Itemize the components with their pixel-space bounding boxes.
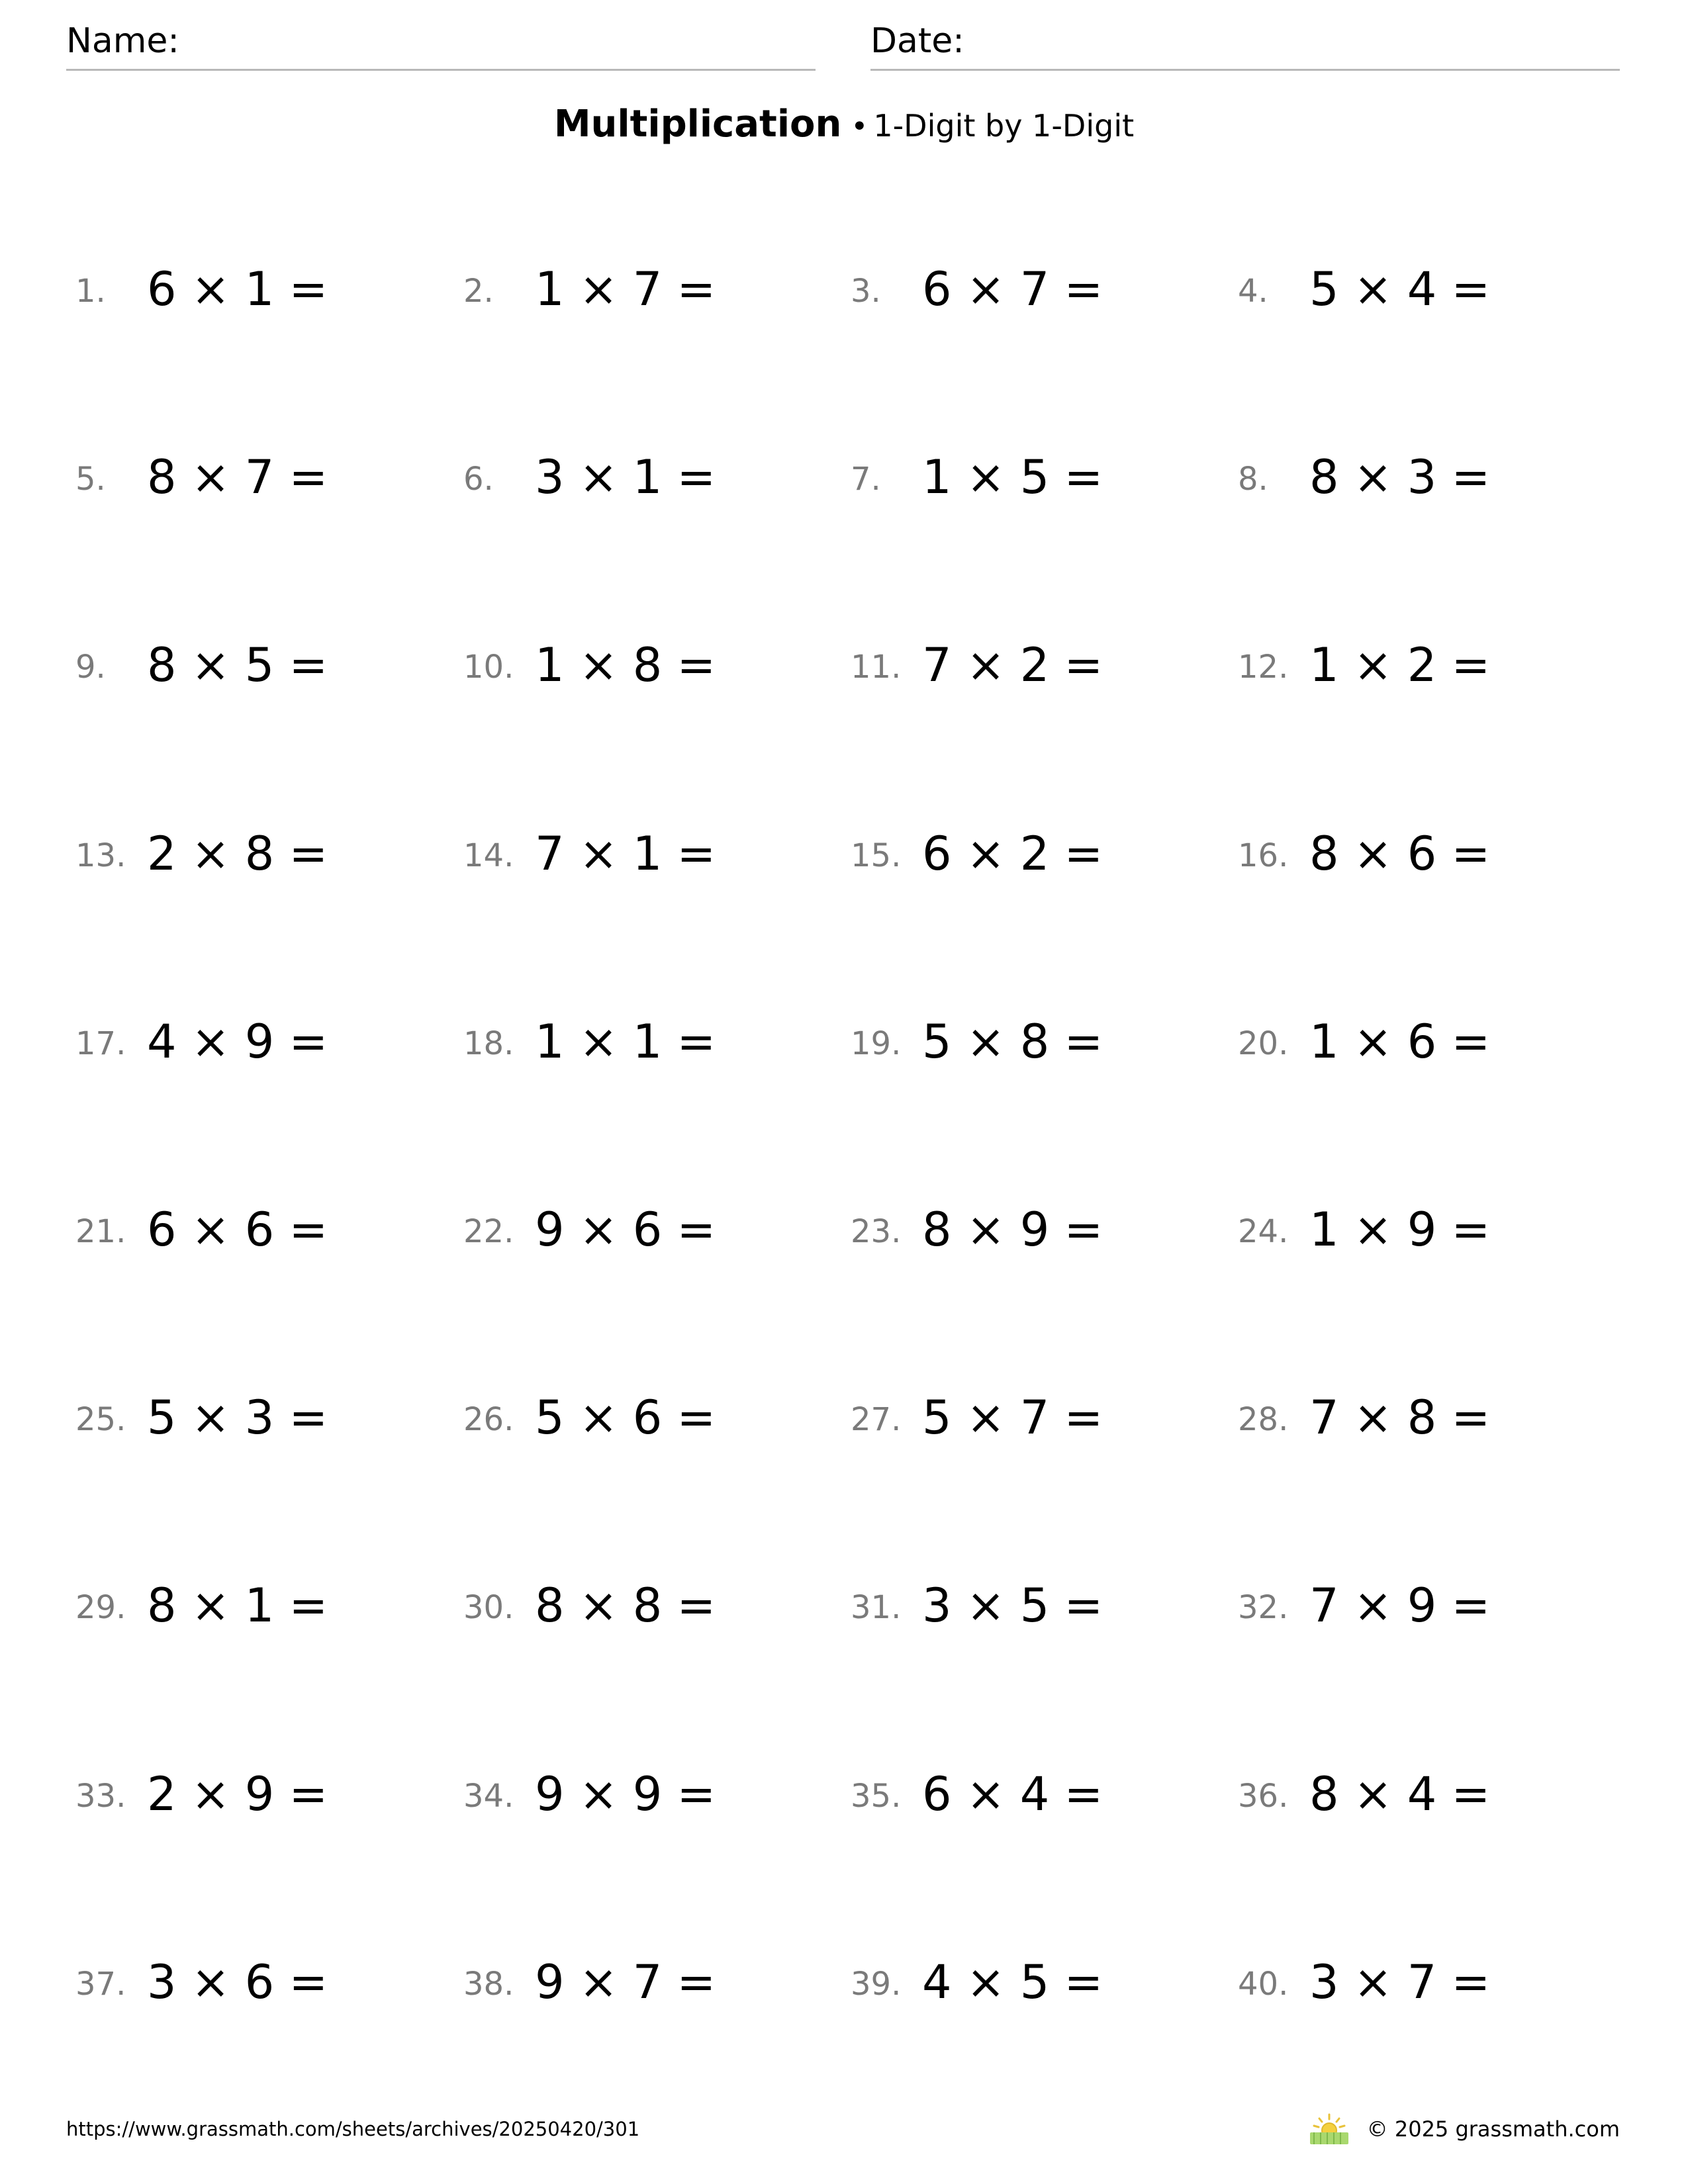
problem-expression: 1 × 1 = <box>535 1015 716 1069</box>
problem-number: 20. <box>1238 1025 1289 1062</box>
title-subtitle: 1-Digit by 1-Digit <box>873 108 1135 144</box>
problem-number: 7. <box>851 461 881 498</box>
problem-number: 23. <box>851 1213 902 1250</box>
problem-number: 6. <box>463 461 494 498</box>
problem-number: 11. <box>851 649 902 686</box>
problem-expression: 4 × 5 = <box>922 1955 1103 2009</box>
problem-expression: 5 × 6 = <box>535 1390 716 1445</box>
problem-item <box>851 1392 1221 1445</box>
problem-number: 28. <box>1238 1401 1289 1438</box>
problem-item <box>1238 828 1609 881</box>
problem-expression: 1 × 7 = <box>535 262 716 316</box>
problem-item <box>851 1016 1221 1069</box>
problem-number: 37. <box>75 1966 126 2003</box>
problem-number: 34. <box>463 1778 514 1815</box>
name-label: Name: <box>66 21 179 61</box>
problem-number: 35. <box>851 1778 902 1815</box>
problem-number: 32. <box>1238 1589 1289 1626</box>
problem-item <box>851 1768 1221 1821</box>
problem-item <box>1238 1768 1609 1821</box>
problem-expression: 3 × 7 = <box>1309 1955 1491 2009</box>
problem-item <box>1238 451 1609 504</box>
problem-expression: 1 × 9 = <box>1309 1203 1491 1257</box>
problem-number: 12. <box>1238 649 1289 686</box>
problem-item <box>75 1392 446 1445</box>
problem-expression: 9 × 9 = <box>535 1767 716 1821</box>
problem-item <box>463 1768 834 1821</box>
problem-item <box>75 828 446 881</box>
problem-expression: 8 × 5 = <box>147 638 328 692</box>
problem-number: 1. <box>75 273 106 310</box>
problem-expression: 7 × 1 = <box>535 827 716 881</box>
problem-expression: 5 × 4 = <box>1309 262 1491 316</box>
problem-number: 29. <box>75 1589 126 1626</box>
problem-item <box>1238 1956 1609 2009</box>
problem-expression: 8 × 9 = <box>922 1203 1103 1257</box>
footer-url: https://www.grassmath.com/sheets/archives/20250420/301 <box>66 2118 640 2140</box>
problem-expression: 1 × 6 = <box>1309 1015 1491 1069</box>
problem-number: 36. <box>1238 1778 1289 1815</box>
footer-brand <box>1307 2113 1620 2146</box>
problem-expression: 6 × 7 = <box>922 262 1103 316</box>
problem-item <box>463 1016 834 1069</box>
problem-expression: 1 × 8 = <box>535 638 716 692</box>
problem-item <box>75 451 446 504</box>
problem-item <box>851 1204 1221 1257</box>
problem-expression: 6 × 4 = <box>922 1767 1103 1821</box>
problem-number: 30. <box>463 1589 514 1626</box>
problem-number: 26. <box>463 1401 514 1438</box>
problem-expression: 5 × 8 = <box>922 1015 1103 1069</box>
problem-number: 27. <box>851 1401 902 1438</box>
problem-number: 24. <box>1238 1213 1289 1250</box>
problem-expression: 7 × 2 = <box>922 638 1103 692</box>
problem-item <box>1238 639 1609 692</box>
problem-number: 9. <box>75 649 106 686</box>
problem-number: 4. <box>1238 273 1268 310</box>
problem-item <box>463 451 834 504</box>
problem-expression: 9 × 6 = <box>535 1203 716 1257</box>
title-main: Multiplication <box>553 103 842 146</box>
problem-number: 39. <box>851 1966 902 2003</box>
problem-expression: 5 × 7 = <box>922 1390 1103 1445</box>
problem-item <box>1238 1392 1609 1445</box>
problem-item <box>75 1204 446 1257</box>
problem-item <box>463 1204 834 1257</box>
problem-expression: 1 × 2 = <box>1309 638 1491 692</box>
problem-expression: 3 × 5 = <box>922 1578 1103 1633</box>
problem-item <box>463 263 834 316</box>
problem-number: 3. <box>851 273 881 310</box>
problem-expression: 7 × 9 = <box>1309 1578 1491 1633</box>
problem-number: 16. <box>1238 837 1289 874</box>
problem-number: 21. <box>75 1213 126 1250</box>
problem-expression: 4 × 9 = <box>147 1015 328 1069</box>
problem-number: 2. <box>463 273 494 310</box>
problem-number: 25. <box>75 1401 126 1438</box>
problem-expression: 8 × 4 = <box>1309 1767 1491 1821</box>
problem-expression: 5 × 3 = <box>147 1390 328 1445</box>
problem-item <box>463 1392 834 1445</box>
problem-expression: 2 × 8 = <box>147 827 328 881</box>
problem-item <box>1238 1580 1609 1633</box>
date-label: Date: <box>870 21 964 61</box>
problem-item <box>75 1016 446 1069</box>
problem-number: 18. <box>463 1025 514 1062</box>
problem-expression: 8 × 6 = <box>1309 827 1491 881</box>
problem-item <box>851 828 1221 881</box>
problem-expression: 3 × 6 = <box>147 1955 328 2009</box>
problem-item <box>463 1580 834 1633</box>
problem-expression: 1 × 5 = <box>922 450 1103 504</box>
problem-number: 13. <box>75 837 126 874</box>
problem-item <box>75 263 446 316</box>
problem-item <box>1238 263 1609 316</box>
problem-item <box>75 1580 446 1633</box>
title-bullet: • <box>851 110 868 144</box>
problem-item <box>851 1580 1221 1633</box>
problem-expression: 6 × 2 = <box>922 827 1103 881</box>
problem-item <box>463 828 834 881</box>
problem-expression: 9 × 7 = <box>535 1955 716 2009</box>
problem-expression: 8 × 1 = <box>147 1578 328 1633</box>
problem-expression: 3 × 1 = <box>535 450 716 504</box>
footer-copyright: © 2025 grassmath.com <box>1366 2116 1620 2142</box>
problem-expression: 2 × 9 = <box>147 1767 328 1821</box>
problem-expression: 6 × 1 = <box>147 262 328 316</box>
problem-number: 33. <box>75 1778 126 1815</box>
problem-item <box>75 1956 446 2009</box>
problem-number: 31. <box>851 1589 902 1626</box>
problem-item <box>851 639 1221 692</box>
problem-number: 38. <box>463 1966 514 2003</box>
problem-number: 14. <box>463 837 514 874</box>
problem-number: 17. <box>75 1025 126 1062</box>
problem-number: 15. <box>851 837 902 874</box>
problem-item <box>851 451 1221 504</box>
problem-expression: 8 × 7 = <box>147 450 328 504</box>
problem-item <box>463 639 834 692</box>
problem-expression: 7 × 8 = <box>1309 1390 1491 1445</box>
problem-number: 5. <box>75 461 106 498</box>
problem-item <box>75 1768 446 1821</box>
sun-over-grass-icon <box>1307 2113 1351 2146</box>
problem-number: 8. <box>1238 461 1268 498</box>
problem-number: 40. <box>1238 1966 1289 2003</box>
problem-number: 10. <box>463 649 514 686</box>
problem-number: 19. <box>851 1025 902 1062</box>
problem-expression: 8 × 3 = <box>1309 450 1491 504</box>
problem-item <box>1238 1016 1609 1069</box>
problem-item <box>1238 1204 1609 1257</box>
problem-item <box>75 639 446 692</box>
problem-number: 22. <box>463 1213 514 1250</box>
problem-expression: 8 × 8 = <box>535 1578 716 1633</box>
problem-item <box>851 263 1221 316</box>
problem-expression: 6 × 6 = <box>147 1203 328 1257</box>
problem-item <box>463 1956 834 2009</box>
problem-item <box>851 1956 1221 2009</box>
